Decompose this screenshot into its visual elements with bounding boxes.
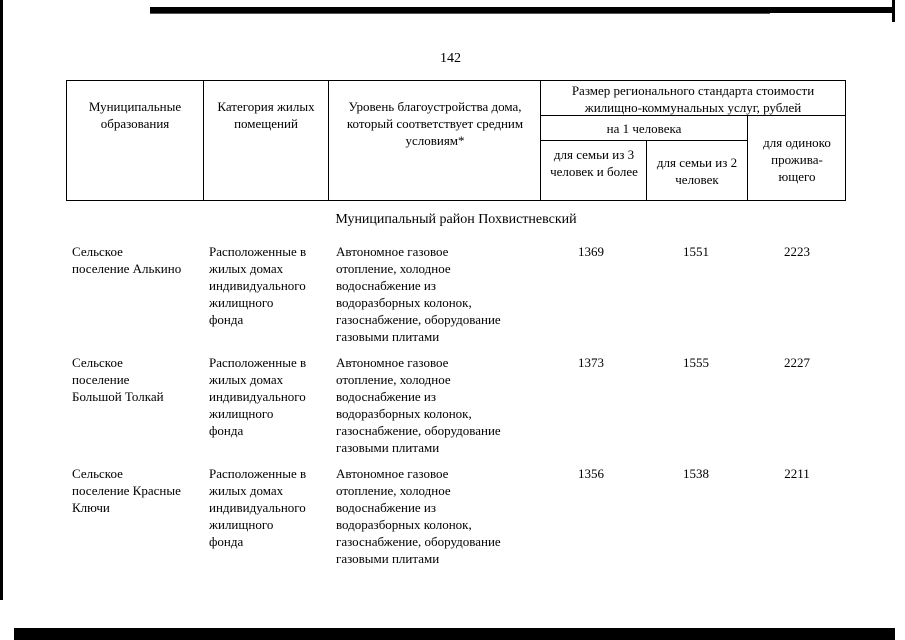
- row-category: Расположенные в жилых домах индивидуального жилищного фонда: [209, 466, 307, 549]
- header-col-divider-1: [203, 80, 204, 201]
- row-value-single: 2227: [784, 355, 810, 370]
- row-category: Расположенные в жилых домах индивидуального жилищного фонда: [209, 244, 307, 327]
- header-col-divider-3: [540, 80, 541, 201]
- header-category: Категория жилых помещений: [217, 99, 315, 131]
- row-value-family-2: 1538: [683, 466, 709, 481]
- row-value-family-3: 1369: [578, 244, 604, 259]
- scan-border-top-shadow: [150, 13, 770, 14]
- header-municipality: Муниципальные образования: [88, 99, 182, 131]
- row-municipality: Сельское поселение Большой Толкай: [72, 355, 164, 404]
- header-single: для одиноко прожива-ющего: [763, 135, 831, 184]
- row-comfort-level: Автономное газовое отопление, холодное водоснабжение из водоразборных колонок, газоснабжение, оборудование газовыми плитами: [336, 355, 501, 455]
- row-value-family-3: 1356: [578, 466, 604, 481]
- header-col-divider-5: [747, 115, 748, 201]
- header-per-person: на 1 человека: [606, 121, 682, 136]
- header-comfort-level: Уровень благоустройства дома, который соответствует средним условиям*: [346, 99, 524, 148]
- row-municipality: Сельское поселение Красные Ключи: [72, 466, 181, 515]
- header-standard-size: Размер регионального стандарта стоимости жилищно-коммунальных услуг, рублей: [571, 83, 815, 115]
- row-value-single: 2211: [784, 466, 810, 481]
- header-border-bottom: [66, 200, 846, 201]
- scan-border-left: [0, 0, 3, 600]
- row-municipality: Сельское поселение Алькино: [72, 244, 182, 276]
- page-number: 142: [440, 51, 461, 66]
- header-family-3: для семьи из 3 человек и более: [550, 147, 638, 179]
- header-border-top: [66, 80, 846, 81]
- header-divider-per-person: [540, 140, 747, 141]
- scan-border-bottom: [14, 628, 895, 640]
- row-comfort-level: Автономное газовое отопление, холодное водоснабжение из водоразборных колонок, газоснабжение, оборудование газовыми плитами: [336, 244, 501, 344]
- row-value-family-2: 1551: [683, 244, 709, 259]
- header-col-divider-4: [646, 140, 647, 201]
- row-comfort-level: Автономное газовое отопление, холодное водоснабжение из водоразборных колонок, газоснабжение, оборудование газовыми плитами: [336, 466, 501, 566]
- header-border-right: [845, 80, 846, 201]
- header-border-left: [66, 80, 67, 201]
- row-value-family-2: 1555: [683, 355, 709, 370]
- header-col-divider-2: [328, 80, 329, 201]
- header-family-2: для семьи из 2 человек: [656, 155, 738, 187]
- row-value-single: 2223: [784, 244, 810, 259]
- scan-border-right: [892, 0, 895, 22]
- section-title: Муниципальный район Похвистневский: [335, 212, 577, 227]
- row-value-family-3: 1373: [578, 355, 604, 370]
- row-category: Расположенные в жилых домах индивидуального жилищного фонда: [209, 355, 307, 438]
- table-header: [66, 80, 846, 201]
